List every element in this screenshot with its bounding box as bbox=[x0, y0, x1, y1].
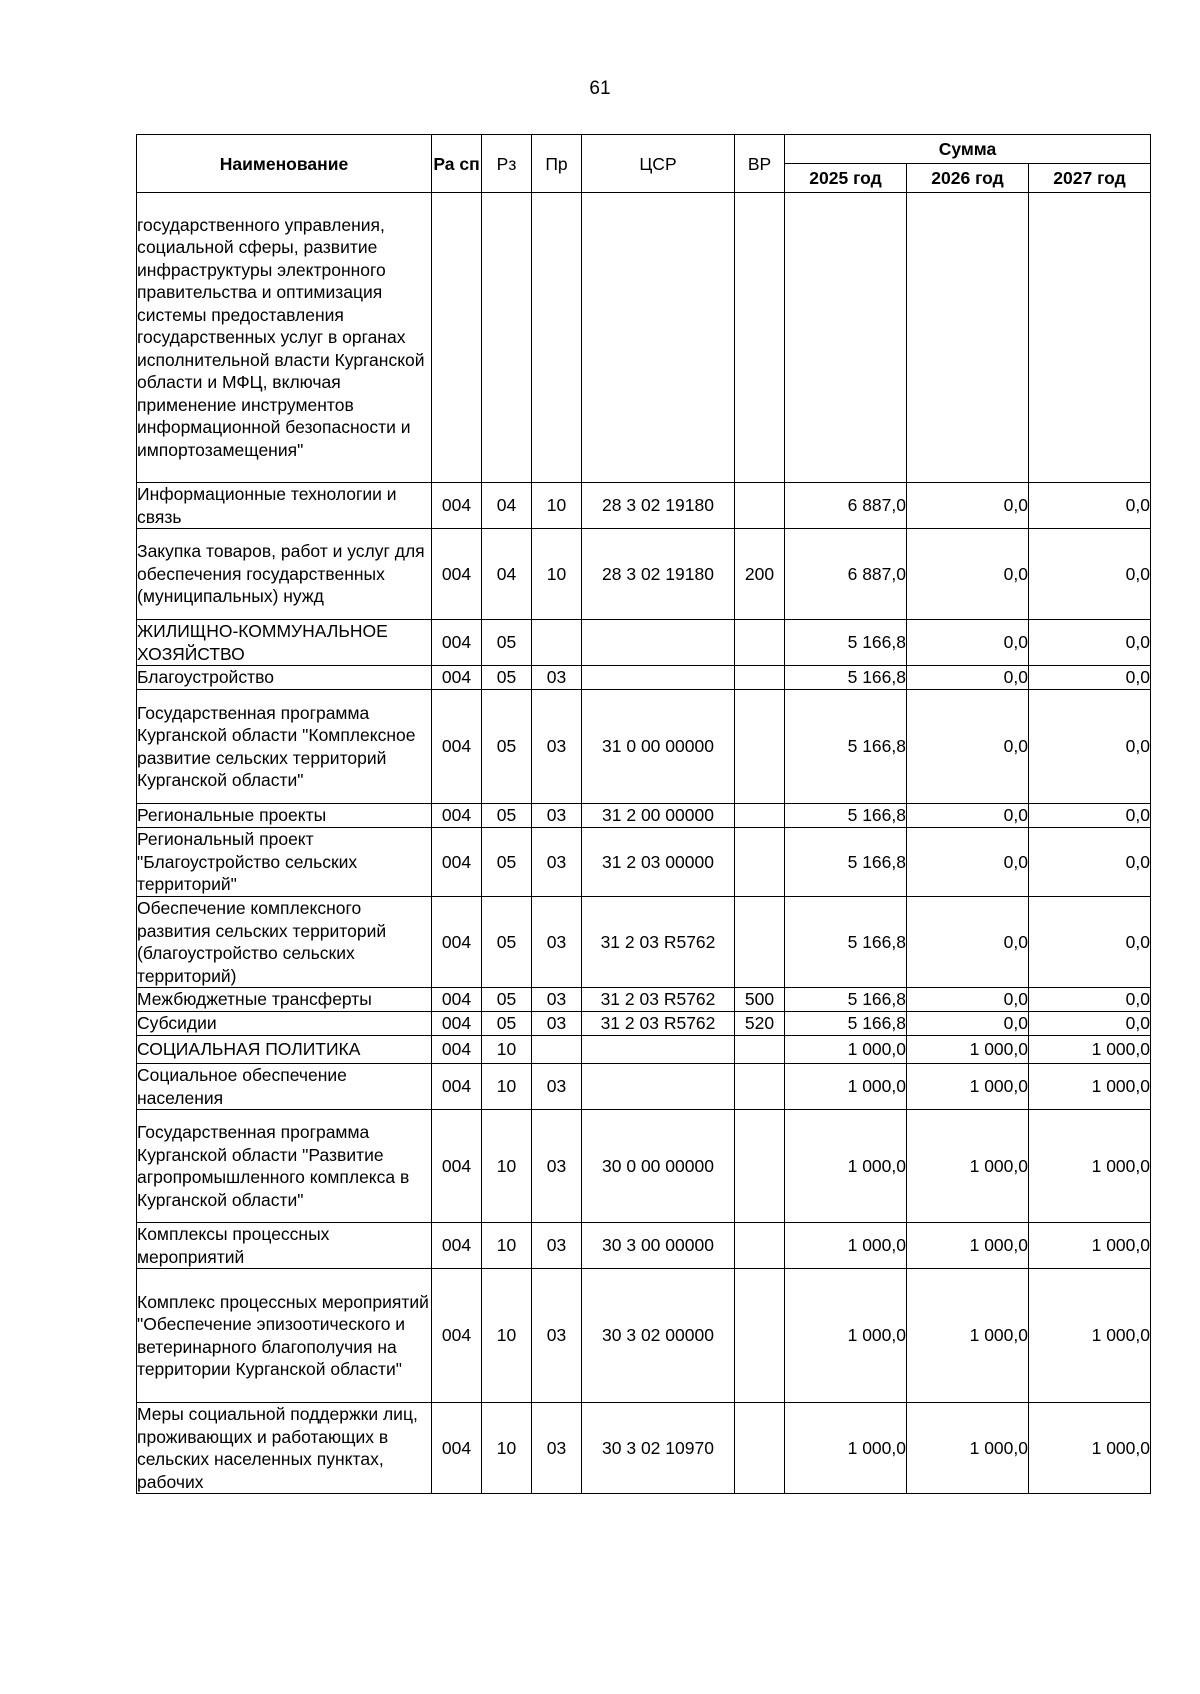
cell-rz: 04 bbox=[482, 483, 532, 529]
cell-pr: 03 bbox=[532, 666, 582, 690]
header-sum: Сумма bbox=[785, 135, 1151, 164]
cell-csr: 30 3 02 00000 bbox=[582, 1269, 735, 1403]
cell-2026: 1 000,0 bbox=[907, 1110, 1029, 1223]
cell-rz bbox=[482, 193, 532, 483]
cell-pr: 03 bbox=[532, 1110, 582, 1223]
cell-2026: 0,0 bbox=[907, 529, 1029, 620]
cell-vr: 200 bbox=[735, 529, 785, 620]
cell-2027: 1 000,0 bbox=[1029, 1403, 1151, 1494]
cell-name: Межбюджетные трансферты bbox=[137, 988, 432, 1012]
table-row bbox=[137, 897, 1151, 988]
cell-rasp: 004 bbox=[432, 1269, 482, 1403]
cell-rasp: 004 bbox=[432, 1403, 482, 1494]
table-row bbox=[137, 1223, 1151, 1269]
cell-2026: 1 000,0 bbox=[907, 1223, 1029, 1269]
cell-2027: 0,0 bbox=[1029, 897, 1151, 988]
cell-2027: 0,0 bbox=[1029, 620, 1151, 666]
cell-2027: 1 000,0 bbox=[1029, 1064, 1151, 1110]
cell-name: Информационные технологии и связь bbox=[137, 483, 432, 529]
cell-2026 bbox=[907, 193, 1029, 483]
cell-2027: 0,0 bbox=[1029, 988, 1151, 1012]
header-rz: Рз bbox=[482, 135, 532, 193]
cell-vr bbox=[735, 1036, 785, 1064]
cell-rz: 10 bbox=[482, 1064, 532, 1110]
cell-2025: 1 000,0 bbox=[785, 1269, 907, 1403]
cell-csr: 28 3 02 19180 bbox=[582, 483, 735, 529]
cell-rasp: 004 bbox=[432, 1012, 482, 1036]
cell-name: Региональный проект "Благоустройство сельских территорий" bbox=[137, 828, 432, 897]
cell-2026: 1 000,0 bbox=[907, 1403, 1029, 1494]
cell-2027: 0,0 bbox=[1029, 666, 1151, 690]
cell-vr bbox=[735, 1064, 785, 1110]
cell-csr: 31 2 03 R5762 bbox=[582, 1012, 735, 1036]
cell-2027: 0,0 bbox=[1029, 804, 1151, 828]
cell-rz: 10 bbox=[482, 1223, 532, 1269]
table-row bbox=[137, 828, 1151, 897]
table-row bbox=[137, 804, 1151, 828]
cell-2027: 0,0 bbox=[1029, 529, 1151, 620]
cell-pr: 03 bbox=[532, 804, 582, 828]
cell-2026: 1 000,0 bbox=[907, 1064, 1029, 1110]
cell-pr: 03 bbox=[532, 1012, 582, 1036]
cell-rasp: 004 bbox=[432, 1223, 482, 1269]
cell-rasp: 004 bbox=[432, 529, 482, 620]
table-row bbox=[137, 1403, 1151, 1494]
cell-csr: 31 2 03 00000 bbox=[582, 828, 735, 897]
cell-pr: 10 bbox=[532, 529, 582, 620]
cell-2026: 0,0 bbox=[907, 897, 1029, 988]
table-row bbox=[137, 1012, 1151, 1036]
cell-rasp bbox=[432, 193, 482, 483]
cell-name: Закупка товаров, работ и услуг для обеспечения государственных (муниципальных) нужд bbox=[137, 529, 432, 620]
cell-name: Обеспечение комплексного развития сельских территорий (благоустройство сельских территорий) bbox=[137, 897, 432, 988]
header-vr: ВР bbox=[735, 135, 785, 193]
cell-2026: 0,0 bbox=[907, 988, 1029, 1012]
header-2025: 2025 год bbox=[785, 164, 907, 193]
cell-rz: 05 bbox=[482, 620, 532, 666]
cell-rz: 05 bbox=[482, 828, 532, 897]
cell-2025: 5 166,8 bbox=[785, 690, 907, 804]
cell-pr: 03 bbox=[532, 1403, 582, 1494]
cell-rasp: 004 bbox=[432, 1110, 482, 1223]
table-row bbox=[137, 529, 1151, 620]
cell-name: государственного управления, социальной сферы, развитие инфраструктуры электронного правительства и оптимизация системы предоставления государственных услуг в органах исполнительной власти Курганской области и МФЦ, включая применение инструментов информационной безопасности и импортозамещения" bbox=[137, 193, 432, 483]
cell-vr bbox=[735, 483, 785, 529]
cell-vr bbox=[735, 897, 785, 988]
cell-rz: 10 bbox=[482, 1110, 532, 1223]
header-2026: 2026 год bbox=[907, 164, 1029, 193]
cell-csr bbox=[582, 1064, 735, 1110]
cell-2026: 0,0 bbox=[907, 804, 1029, 828]
table-row bbox=[137, 1269, 1151, 1403]
cell-csr: 31 2 00 00000 bbox=[582, 804, 735, 828]
cell-vr bbox=[735, 804, 785, 828]
cell-name: ЖИЛИЩНО-КОММУНАЛЬНОЕ ХОЗЯЙСТВО bbox=[137, 620, 432, 666]
cell-2025 bbox=[785, 193, 907, 483]
cell-2025: 6 887,0 bbox=[785, 483, 907, 529]
cell-name: Региональные проекты bbox=[137, 804, 432, 828]
cell-name: Государственная программа Курганской области "Комплексное развитие сельских территорий Курганской области" bbox=[137, 690, 432, 804]
cell-pr: 03 bbox=[532, 897, 582, 988]
cell-2027: 0,0 bbox=[1029, 483, 1151, 529]
header-name: Наименование bbox=[137, 135, 432, 193]
cell-rasp: 004 bbox=[432, 1064, 482, 1110]
cell-pr: 03 bbox=[532, 1223, 582, 1269]
cell-name: Благоустройство bbox=[137, 666, 432, 690]
cell-2026: 0,0 bbox=[907, 690, 1029, 804]
table-row bbox=[137, 988, 1151, 1012]
cell-csr bbox=[582, 620, 735, 666]
cell-2026: 1 000,0 bbox=[907, 1036, 1029, 1064]
cell-rz: 05 bbox=[482, 690, 532, 804]
cell-rasp: 004 bbox=[432, 620, 482, 666]
cell-name: Комплекс процессных мероприятий "Обеспечение эпизоотического и ветеринарного благополучия на территории Курганской области" bbox=[137, 1269, 432, 1403]
table-row bbox=[137, 193, 1151, 483]
cell-vr bbox=[735, 1269, 785, 1403]
cell-2027: 1 000,0 bbox=[1029, 1223, 1151, 1269]
cell-pr: 03 bbox=[532, 988, 582, 1012]
cell-csr bbox=[582, 1036, 735, 1064]
cell-2027: 1 000,0 bbox=[1029, 1110, 1151, 1223]
cell-pr bbox=[532, 1036, 582, 1064]
cell-2027: 0,0 bbox=[1029, 1012, 1151, 1036]
cell-pr: 03 bbox=[532, 690, 582, 804]
budget-table bbox=[136, 134, 1151, 1494]
cell-rasp: 004 bbox=[432, 988, 482, 1012]
cell-csr: 31 2 03 R5762 bbox=[582, 988, 735, 1012]
cell-2025: 1 000,0 bbox=[785, 1223, 907, 1269]
header-2027: 2027 год bbox=[1029, 164, 1151, 193]
cell-2026: 0,0 bbox=[907, 666, 1029, 690]
header-rasp: Ра сп bbox=[432, 135, 482, 193]
cell-2025: 6 887,0 bbox=[785, 529, 907, 620]
cell-pr: 03 bbox=[532, 1064, 582, 1110]
cell-rasp: 004 bbox=[432, 897, 482, 988]
cell-2026: 0,0 bbox=[907, 828, 1029, 897]
cell-2026: 0,0 bbox=[907, 1012, 1029, 1036]
cell-2025: 5 166,8 bbox=[785, 666, 907, 690]
cell-csr: 31 0 00 00000 bbox=[582, 690, 735, 804]
cell-pr bbox=[532, 193, 582, 483]
cell-vr bbox=[735, 690, 785, 804]
cell-rasp: 004 bbox=[432, 666, 482, 690]
cell-vr bbox=[735, 620, 785, 666]
cell-rasp: 004 bbox=[432, 804, 482, 828]
table-row bbox=[137, 483, 1151, 529]
cell-csr: 30 3 00 00000 bbox=[582, 1223, 735, 1269]
cell-rz: 05 bbox=[482, 897, 532, 988]
cell-2026: 1 000,0 bbox=[907, 1269, 1029, 1403]
cell-vr bbox=[735, 666, 785, 690]
cell-pr: 03 bbox=[532, 828, 582, 897]
cell-name: Комплексы процессных мероприятий bbox=[137, 1223, 432, 1269]
cell-pr bbox=[532, 620, 582, 666]
cell-rz: 05 bbox=[482, 1012, 532, 1036]
cell-2025: 5 166,8 bbox=[785, 988, 907, 1012]
cell-rz: 05 bbox=[482, 988, 532, 1012]
cell-vr bbox=[735, 193, 785, 483]
cell-vr bbox=[735, 828, 785, 897]
cell-name: Меры социальной поддержки лиц, проживающих и работающих в сельских населенных пунктах, рабочих bbox=[137, 1403, 432, 1494]
cell-vr bbox=[735, 1223, 785, 1269]
cell-vr: 520 bbox=[735, 1012, 785, 1036]
cell-rz: 10 bbox=[482, 1403, 532, 1494]
cell-rasp: 004 bbox=[432, 483, 482, 529]
cell-2025: 5 166,8 bbox=[785, 828, 907, 897]
header-row bbox=[137, 135, 1151, 164]
cell-csr: 28 3 02 19180 bbox=[582, 529, 735, 620]
cell-pr: 10 bbox=[532, 483, 582, 529]
cell-vr bbox=[735, 1110, 785, 1223]
cell-rasp: 004 bbox=[432, 1036, 482, 1064]
cell-2027 bbox=[1029, 193, 1151, 483]
cell-name: СОЦИАЛЬНАЯ ПОЛИТИКА bbox=[137, 1036, 432, 1064]
table-row bbox=[137, 620, 1151, 666]
cell-2026: 0,0 bbox=[907, 483, 1029, 529]
cell-name: Государственная программа Курганской области "Развитие агропромышленного комплекса в Курганской области" bbox=[137, 1110, 432, 1223]
table-row bbox=[137, 666, 1151, 690]
cell-2027: 0,0 bbox=[1029, 828, 1151, 897]
table-row bbox=[137, 1036, 1151, 1064]
header-csr: ЦСР bbox=[582, 135, 735, 193]
cell-2025: 1 000,0 bbox=[785, 1036, 907, 1064]
cell-name: Субсидии bbox=[137, 1012, 432, 1036]
cell-rasp: 004 bbox=[432, 690, 482, 804]
cell-rz: 05 bbox=[482, 666, 532, 690]
cell-csr bbox=[582, 666, 735, 690]
cell-2027: 0,0 bbox=[1029, 690, 1151, 804]
cell-csr: 30 3 02 10970 bbox=[582, 1403, 735, 1494]
cell-rz: 10 bbox=[482, 1269, 532, 1403]
cell-2025: 5 166,8 bbox=[785, 897, 907, 988]
cell-rasp: 004 bbox=[432, 828, 482, 897]
cell-vr bbox=[735, 1403, 785, 1494]
table-row bbox=[137, 1110, 1151, 1223]
cell-2025: 5 166,8 bbox=[785, 1012, 907, 1036]
page-number: 61 bbox=[589, 78, 611, 99]
cell-rz: 04 bbox=[482, 529, 532, 620]
cell-csr: 30 0 00 00000 bbox=[582, 1110, 735, 1223]
header-pr: Пр bbox=[532, 135, 582, 193]
cell-vr: 500 bbox=[735, 988, 785, 1012]
cell-2027: 1 000,0 bbox=[1029, 1036, 1151, 1064]
cell-csr bbox=[582, 193, 735, 483]
cell-2025: 5 166,8 bbox=[785, 804, 907, 828]
cell-pr: 03 bbox=[532, 1269, 582, 1403]
cell-rz: 05 bbox=[482, 804, 532, 828]
table-row bbox=[137, 1064, 1151, 1110]
cell-csr: 31 2 03 R5762 bbox=[582, 897, 735, 988]
cell-2025: 1 000,0 bbox=[785, 1110, 907, 1223]
cell-2026: 0,0 bbox=[907, 620, 1029, 666]
table-row bbox=[137, 690, 1151, 804]
cell-rz: 10 bbox=[482, 1036, 532, 1064]
cell-name: Социальное обеспечение населения bbox=[137, 1064, 432, 1110]
cell-2025: 1 000,0 bbox=[785, 1064, 907, 1110]
cell-2025: 5 166,8 bbox=[785, 620, 907, 666]
cell-2027: 1 000,0 bbox=[1029, 1269, 1151, 1403]
cell-2025: 1 000,0 bbox=[785, 1403, 907, 1494]
